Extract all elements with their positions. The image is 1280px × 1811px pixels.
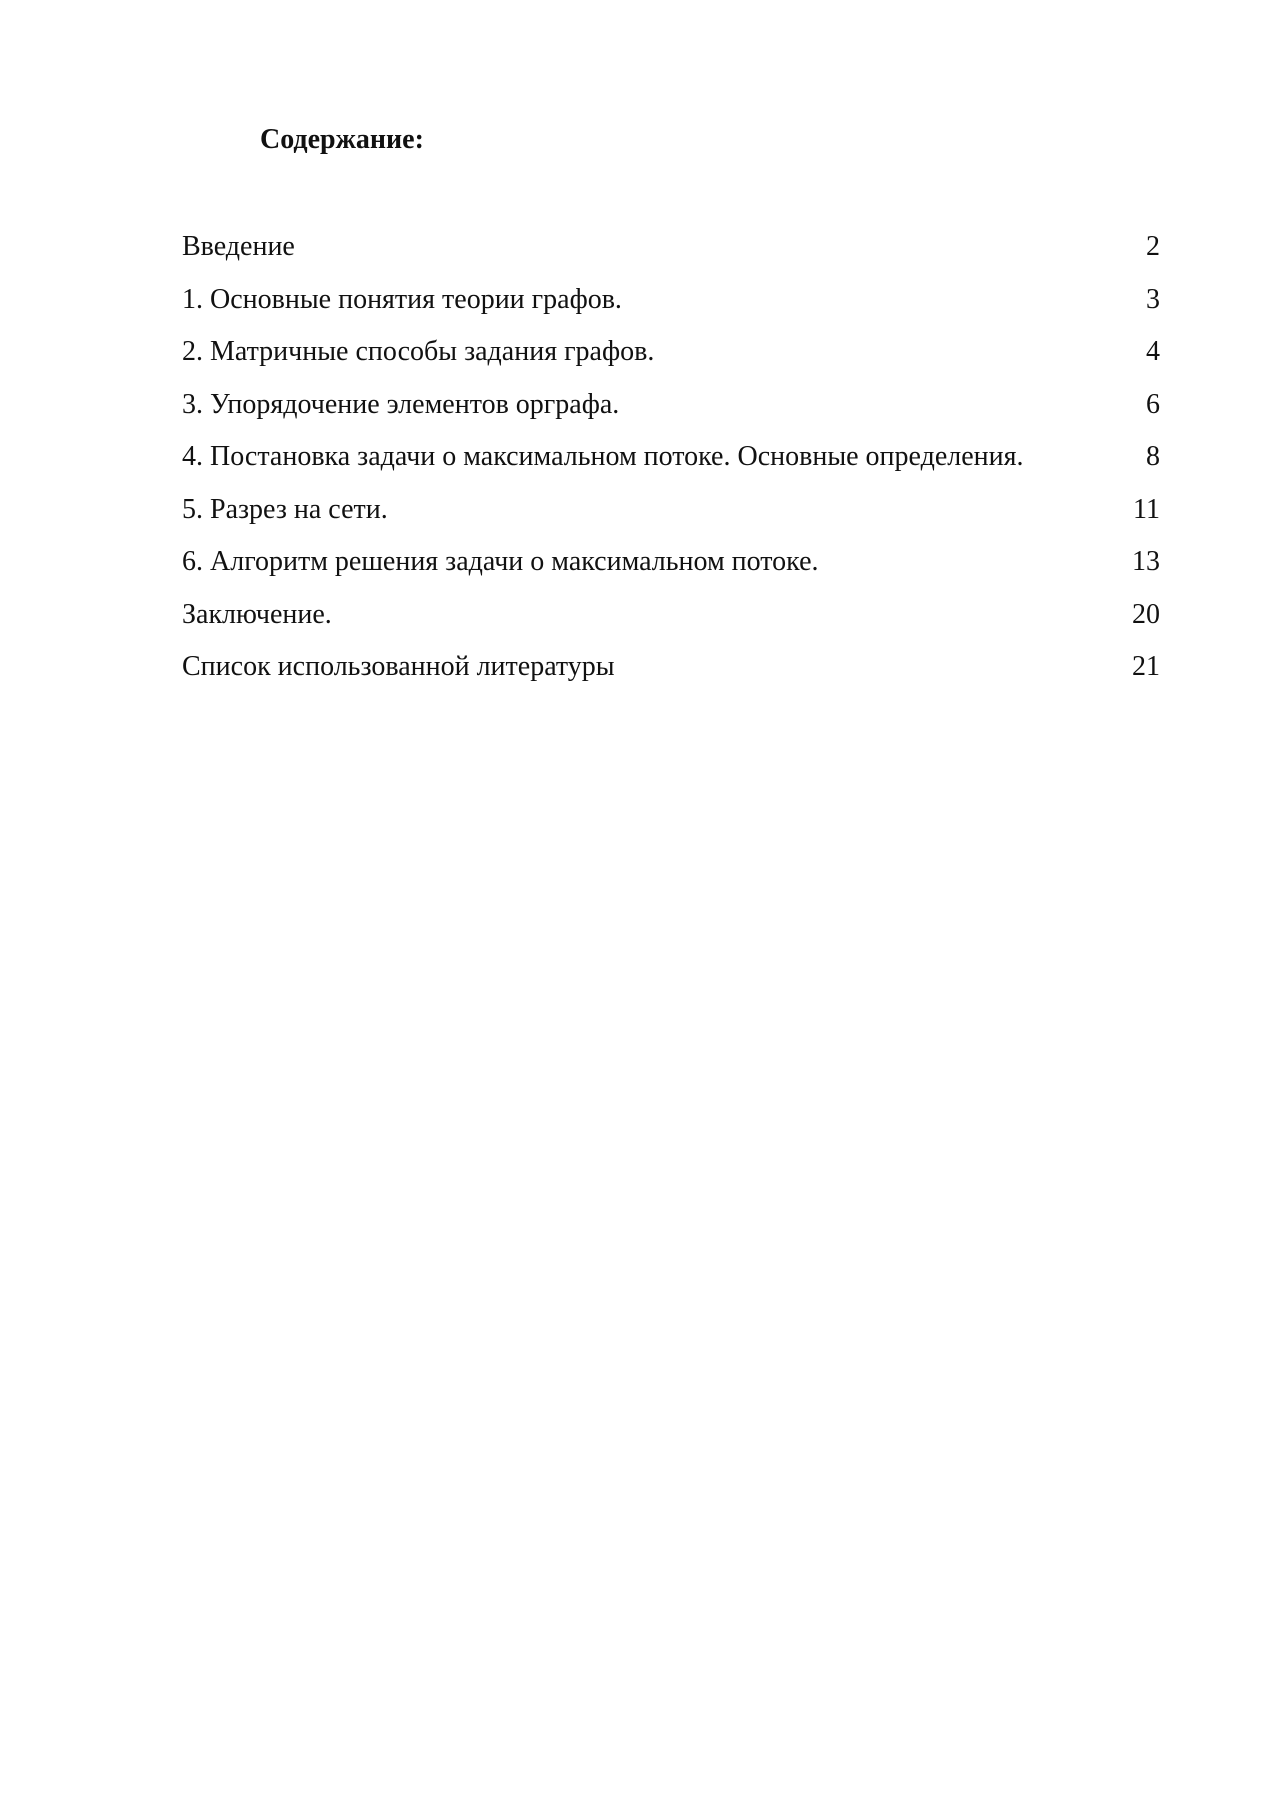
toc-entry-page: 11 — [1133, 493, 1160, 525]
toc-entry-title: 2. Матричные способы задания графов. — [182, 336, 655, 367]
toc-heading: Содержание: — [260, 124, 424, 155]
toc-entry-conclusion — [182, 597, 1160, 650]
toc-entry-page: 3 — [1146, 283, 1160, 315]
toc-entry-5 — [182, 492, 1160, 545]
toc-entry-title: 6. Алгоритм решения задачи о максимальном потоке. — [182, 546, 819, 577]
table-of-contents — [182, 229, 1160, 702]
toc-entry-6 — [182, 544, 1160, 597]
toc-entry-title: 1. Основные понятия теории графов. — [182, 283, 622, 315]
toc-entry-title: 3. Упорядочение элементов орграфа. — [182, 388, 620, 420]
toc-entry-2 — [182, 334, 1160, 387]
toc-entry-title: 5. Разрез на сети. — [182, 493, 388, 525]
toc-entry-4 — [182, 439, 1160, 492]
toc-entry-page: 21 — [1132, 651, 1160, 682]
toc-entry-page: 20 — [1132, 598, 1160, 630]
toc-entry-title: 4. Постановка задачи о максимальном потоке. Основные определения. — [182, 441, 1024, 472]
toc-entry-page: 6 — [1146, 388, 1160, 420]
toc-entry-title: Введение — [182, 231, 295, 262]
toc-entry-1 — [182, 282, 1160, 335]
toc-entry-references — [182, 649, 1160, 702]
toc-entry-title: Заключение. — [182, 598, 332, 630]
toc-entry-3 — [182, 387, 1160, 440]
toc-entry-introduction — [182, 229, 1160, 282]
toc-entry-page: 13 — [1132, 546, 1160, 577]
toc-entry-page: 8 — [1146, 441, 1160, 472]
toc-entry-page: 4 — [1146, 336, 1160, 367]
toc-entry-title: Список использованной литературы — [182, 651, 615, 682]
toc-entry-page: 2 — [1146, 231, 1160, 262]
